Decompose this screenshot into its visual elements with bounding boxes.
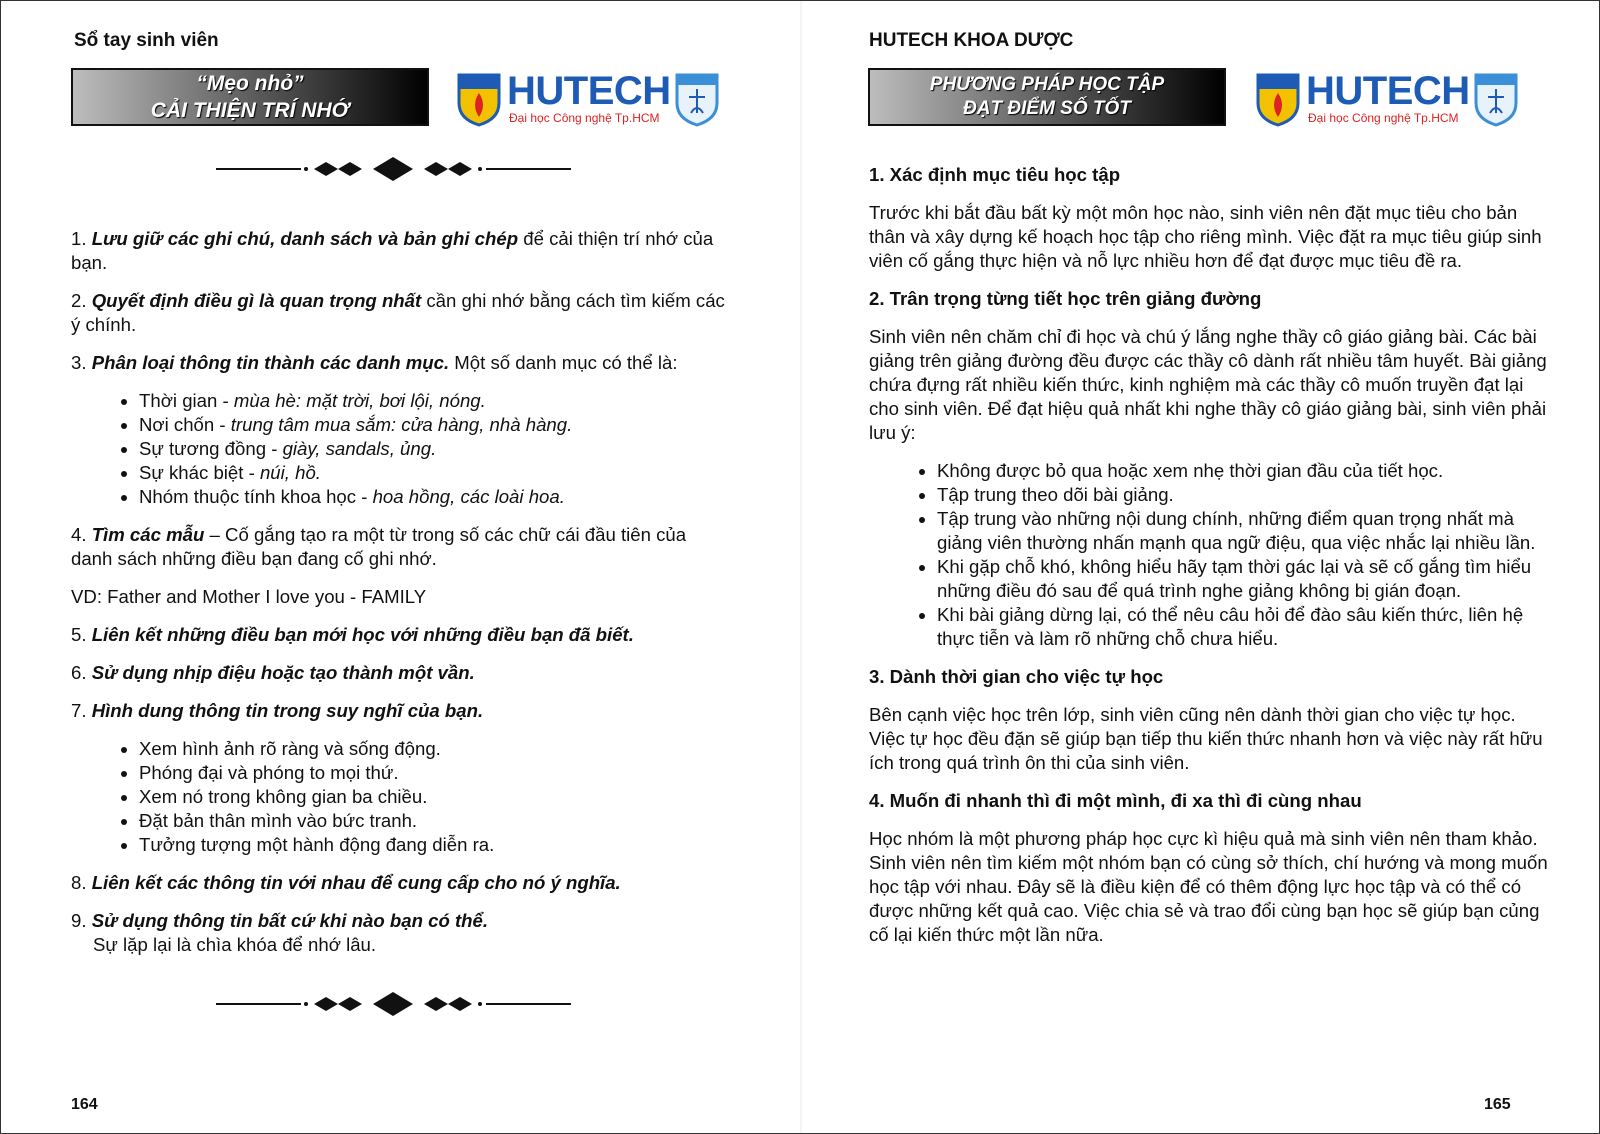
hutech-shield-icon: [1256, 73, 1300, 127]
list-item: • Khi gặp chỗ khó, không hiểu hãy tạm thời gác lại và sẽ cố gắng tìm hiểu những điều đó sau để quá trình nghe giảng không bị gián đoạn.: [937, 555, 1549, 603]
list-item: • Đặt bản thân mình vào bức tranh.: [139, 809, 731, 833]
banner-line-1: “Mẹo nhỏ”: [196, 72, 304, 95]
list-item: • Tưởng tượng một hành động đang diễn ra.: [139, 833, 731, 857]
section-heading: 4. Muốn đi nhanh thì đi một mình, đi xa thì đi cùng nhau: [869, 790, 1362, 811]
logo-tagline: Đại học Công nghệ Tp.HCM: [509, 111, 660, 125]
ornament-divider-icon: [216, 156, 571, 182]
left-page: [1, 1, 801, 1133]
memory-tips-content: [71, 227, 731, 971]
banner-line-2: ĐẠT ĐIỂM SỐ TỐT: [963, 98, 1131, 119]
ornament-divider-icon: [216, 991, 571, 1017]
list-item: • Xem hình ảnh rõ ràng và sống động.: [139, 737, 731, 761]
list-item: • Nhóm thuộc tính khoa học - hoa hồng, các loài hoa.: [139, 485, 731, 509]
tip-6: 6. Sử dụng nhịp điệu hoặc tạo thành một vần.: [71, 662, 475, 683]
section-body: Bên cạnh việc học trên lớp, sinh viên cũng nên dành thời gian cho việc tự học. Việc tự học đều đặn sẽ giúp bạn tiếp thu kiến thức nhanh hơn và việc này rất hữu ích trong quá trình ôn thi của sinh viên.: [869, 704, 1543, 773]
logo-name: HUTECH: [1306, 69, 1470, 113]
logo-name: HUTECH: [507, 69, 671, 113]
list-item: • Sự khác biệt - núi, hồ.: [139, 461, 731, 485]
running-head: Sổ tay sinh viên: [74, 30, 219, 51]
list-item: • Không được bỏ qua hoặc xem nhẹ thời gian đầu của tiết học.: [937, 459, 1549, 483]
section-body: Sinh viên nên chăm chỉ đi học và chú ý lắng nghe thầy cô giáo giảng bài. Các bài giảng trên giảng đường đều được các thầy cô dành rất nhiều tâm huyết. Bài giảng chứa đựng rất nhiều kiến thức, kinh nghiệm mà các thầy cô muốn truyền đạt lại cho sinh viên. Để đạt hiệu quả nhất khi nghe thầy cô giáo giảng bài, sinh viên phải lưu ý:: [869, 326, 1547, 443]
tip-7: 7. Hình dung thông tin trong suy nghĩ của bạn.: [71, 700, 484, 721]
logo-tagline: Đại học Công nghệ Tp.HCM: [1308, 111, 1459, 125]
banner-line-1: PHƯƠNG PHÁP HỌC TẬP: [929, 74, 1165, 95]
tip-8: 8. Liên kết các thông tin với nhau để cung cấp cho nó ý nghĩa.: [71, 872, 621, 893]
study-methods-content: [869, 163, 1549, 961]
tip-4: 4. Tìm các mẫu – Cố gắng tạo ra một từ trong số các chữ cái đầu tiên của danh sách những điều bạn đang cố ghi nhớ.: [71, 524, 687, 569]
list-item: • Khi bài giảng dừng lại, có thể nêu câu hỏi để đào sâu kiến thức, liên hệ thực tiễn và làm rõ những chỗ chưa hiểu.: [937, 603, 1549, 651]
section-banner: [868, 68, 1226, 126]
tip-9: 9. Sử dụng thông tin bất cứ khi nào bạn có thể. Sự lặp lại là chìa khóa để nhớ lâu.: [71, 910, 489, 955]
hutech-shield-icon: [457, 73, 501, 127]
section-banner: [71, 68, 429, 126]
list-item: • Nơi chốn - trung tâm mua sắm: cửa hàng, nhà hàng.: [139, 413, 731, 437]
crest-icon: [675, 73, 719, 127]
right-page: [801, 1, 1599, 1133]
tip-3: 3. Phân loại thông tin thành các danh mục. Một số danh mục có thể là:: [71, 352, 678, 373]
section-heading: 1. Xác định mục tiêu học tập: [869, 164, 1121, 185]
hutech-logo: [1256, 69, 1518, 131]
lecture-tips-list: [869, 459, 1549, 651]
tip-2: 2. Quyết định điều gì là quan trọng nhất cần ghi nhớ bằng cách tìm kiếm các ý chính.: [71, 290, 725, 335]
page-number: 164: [71, 1096, 98, 1113]
category-list: [71, 389, 731, 509]
list-item: • Tập trung theo dõi bài giảng.: [937, 483, 1549, 507]
list-item: • Xem nó trong không gian ba chiều.: [139, 785, 731, 809]
list-item: • Sự tương đồng - giày, sandals, ủng.: [139, 437, 731, 461]
list-item: • Phóng đại và phóng to mọi thứ.: [139, 761, 731, 785]
section-heading: 3. Dành thời gian cho việc tự học: [869, 666, 1164, 687]
crest-icon: [1474, 73, 1518, 127]
section-heading: 2. Trân trọng từng tiết học trên giảng đường: [869, 288, 1262, 309]
section-body: Trước khi bắt đầu bất kỳ một môn học nào, sinh viên nên đặt mục tiêu cho bản thân và xây dựng kế hoạch học tập cho riêng mình. Việc đặt ra mục tiêu giúp sinh viên cố gắng thực hiện và nỗ lực nhiều hơn để đạt được mục tiêu đề ra.: [869, 202, 1542, 271]
list-item: • Tập trung vào những nội dung chính, những điểm quan trọng nhất mà giảng viên thường nhấn mạnh qua ngữ điệu, qua việc nhắc lại nhiều lần.: [937, 507, 1549, 555]
visualize-list: [71, 737, 731, 857]
section-body: Học nhóm là một phương pháp học cực kì hiệu quả mà sinh viên nên tham khảo. Sinh viên nên tìm kiếm một nhóm bạn có cùng sở thích, chí hướng và mong muốn học tập với nhau. Đây sẽ là điều kiện để có thêm động lực học tập và có thể có được những kết quả cao. Việc chia sẻ và trao đổi cùng bạn học sẽ giúp bạn củng cố lại kiến thức một lần nữa.: [869, 828, 1548, 945]
tip-5: 5. Liên kết những điều bạn mới học với những điều bạn đã biết.: [71, 624, 634, 645]
tip-1: 1. Lưu giữ các ghi chú, danh sách và bản ghi chép để cải thiện trí nhớ của bạn.: [71, 228, 714, 273]
running-head: HUTECH KHOA DƯỢC: [869, 30, 1074, 51]
list-item: • Thời gian - mùa hè: mặt trời, bơi lội, nóng.: [139, 389, 731, 413]
tip-4-example: VD: Father and Mother I love you - FAMILY: [71, 586, 427, 607]
banner-line-2: CẢI THIỆN TRÍ NHỚ: [150, 99, 350, 122]
page-number: 165: [1484, 1096, 1511, 1113]
hutech-logo: [457, 69, 719, 131]
